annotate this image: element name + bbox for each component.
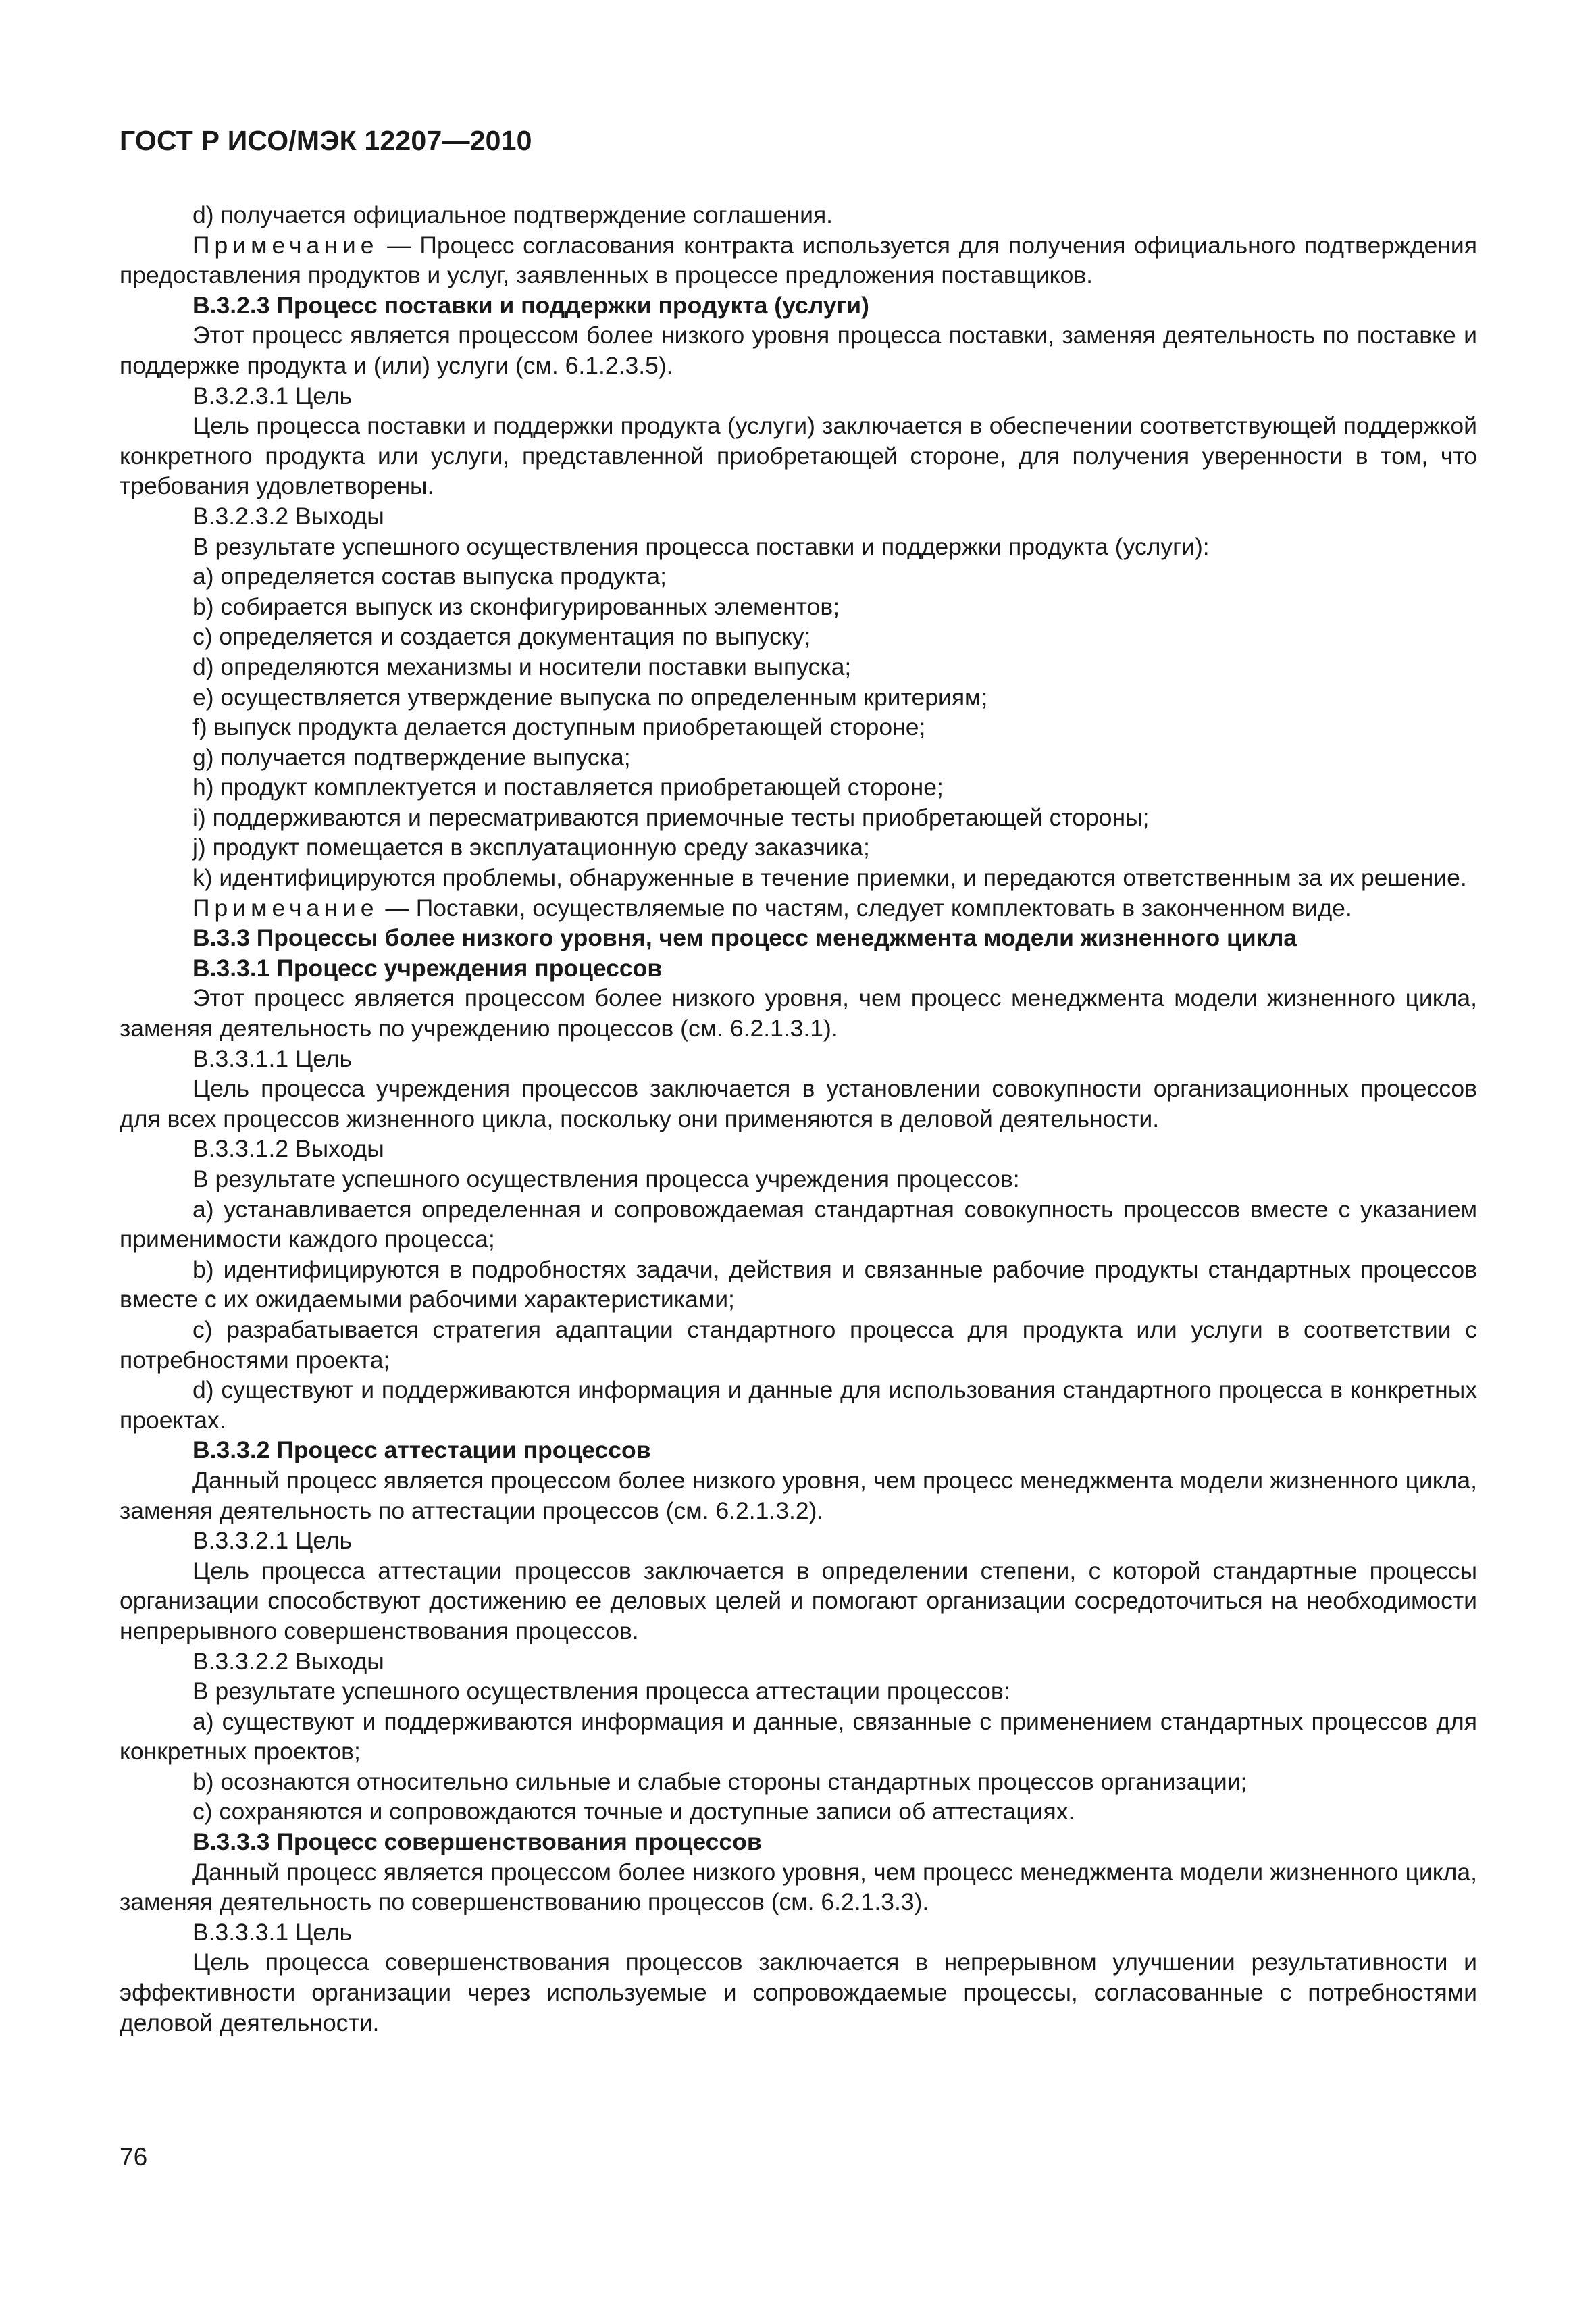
body-paragraph: g) получается подтверждение выпуска;	[192, 743, 631, 771]
note-paragraph	[120, 893, 1477, 924]
section-heading: В.3.3.3 Процесс совершенствования процессов	[192, 1828, 762, 1856]
body-paragraph: f) выпуск продукта делается доступным приобретающей стороне;	[192, 713, 926, 741]
section-heading: В.3.3.1 Процесс учреждения процессов	[192, 954, 663, 982]
body-paragraph: В результате успешного осуществления процесса поставки и поддержки продукта (услуги):	[192, 532, 1210, 560]
body-paragraph: h) продукт комплектуется и поставляется приобретающей стороне;	[192, 774, 944, 801]
document-body	[120, 200, 1477, 2038]
body-paragraph: d) определяются механизмы и носители поставки выпуска;	[192, 653, 852, 680]
body-paragraph: В.3.3.1.1 Цель	[192, 1045, 353, 1072]
body-paragraph: Этот процесс является процессом более низкого уровня процесса поставки, заменяя деятельность по поставке и поддержке продукта и (или) услуги (см. 6.1.2.3.5).	[120, 322, 1477, 379]
body-paragraph: Этот процесс является процессом более низкого уровня, чем процесс менеджмента модели жизненного цикла, заменяя деятельность по учреждению процессов (см. 6.2.1.3.1).	[120, 984, 1477, 1042]
body-paragraph: В.3.2.3.2 Выходы	[192, 502, 384, 530]
body-paragraph: d) получается официальное подтверждение соглашения.	[192, 201, 833, 228]
body-paragraph: b) осознаются относительно сильные и слабые стороны стандартных процессов организации;	[192, 1767, 1247, 1795]
body-paragraph: c) разрабатывается стратегия адаптации стандартного процесса для продукта или услуги в соответствии с потребностями проекта;	[120, 1315, 1477, 1374]
body-paragraph: a) определяется состав выпуска продукта;	[192, 563, 667, 590]
section-heading: В.3.3.2 Процесс аттестации процессов	[192, 1436, 651, 1464]
body-paragraph: a) устанавливается определенная и сопровождаемая стандартная совокупность процессов вместе с указанием применимости каждого процесса;	[120, 1195, 1477, 1253]
body-paragraph: Цель процесса поставки и поддержки продукта (услуги) заключается в обеспечении соответствующей поддержкой конкретного продукта или услуги, представленной приобретающей стороне, для получения уверенности в том, что требования удовлетворены.	[120, 412, 1477, 500]
body-paragraph: Цель процесса учреждения процессов заключается в установлении совокупности организационных процессов для всех процессов жизненного цикла, поскольку они применяются в деловой деятельности.	[120, 1075, 1477, 1132]
body-paragraph: k) идентифицируются проблемы, обнаруженные в течение приемки, и передаются ответственным за их решение.	[192, 864, 1467, 892]
body-paragraph: Данный процесс является процессом более низкого уровня, чем процесс менеджмента модели жизненного цикла, заменяя деятельность по аттестации процессов (см. 6.2.1.3.2).	[120, 1466, 1477, 1524]
body-paragraph: В.3.3.2.1 Цель	[192, 1527, 353, 1555]
body-paragraph: a) существуют и поддерживаются информация и данные, связанные с применением стандартных процессов для конкретных проектов;	[120, 1707, 1477, 1765]
note-paragraph	[120, 230, 1477, 291]
note-text: — Процесс согласования контракта используется для получения официального подтверждения предоставления продуктов и услуг, заявленных в процессе предложения поставщиков.	[120, 231, 1477, 289]
body-paragraph: j) продукт помещается в эксплуатационную среду заказчика;	[192, 834, 870, 861]
body-paragraph: Цель процесса аттестации процессов заключается в определении степени, с которой стандартные процессы организации способствуют достижению ее деловых целей и помогают организации сосредоточиться на необходимости непрерывного совершенствования процессов.	[120, 1557, 1477, 1644]
body-paragraph: В результате успешного осуществления процесса аттестации процессов:	[192, 1678, 1010, 1705]
body-paragraph: В.3.2.3.1 Цель	[192, 382, 353, 409]
note-label: Примечание	[192, 894, 379, 922]
body-paragraph: b) собирается выпуск из сконфигурированных элементов;	[192, 593, 840, 620]
body-paragraph: c) определяется и создается документация по выпуску;	[192, 623, 811, 651]
body-paragraph: e) осуществляется утверждение выпуска по определенным критериям;	[192, 683, 988, 711]
page-number: 76	[120, 2143, 148, 2171]
section-heading: В.3.3 Процессы более низкого уровня, чем процесс менеджмента модели жизненного цикла	[192, 924, 1297, 952]
body-paragraph: В.3.3.2.2 Выходы	[192, 1647, 384, 1675]
body-paragraph: В результате успешного осуществления процесса учреждения процессов:	[192, 1165, 1020, 1192]
section-heading: В.3.2.3 Процесс поставки и поддержки продукта (услуги)	[192, 291, 869, 319]
note-text: — Поставки, осуществляемые по частям, следует комплектовать в законченном виде.	[378, 894, 1352, 922]
note-label: Примечание	[192, 231, 379, 259]
body-paragraph: Данный процесс является процессом более низкого уровня, чем процесс менеджмента модели жизненного цикла, заменяя деятельность по совершенствованию процессов (см. 6.2.1.3.3).	[120, 1858, 1477, 1916]
body-paragraph: В.3.3.3.1 Цель	[192, 1918, 353, 1946]
body-paragraph: b) идентифицируются в подробностях задачи, действия и связанные рабочие продукты стандартных процессов вместе с их ожидаемыми рабочими характеристиками;	[120, 1255, 1477, 1313]
body-paragraph: В.3.3.1.2 Выходы	[192, 1135, 384, 1163]
page-header-title: ГОСТ Р ИСО/МЭК 12207—2010	[120, 125, 532, 156]
body-paragraph: d) существуют и поддерживаются информация и данные для использования стандартного процесса в конкретных проектах.	[120, 1376, 1477, 1434]
body-paragraph: i) поддерживаются и пересматриваются приемочные тесты приобретающей стороны;	[192, 803, 1150, 831]
body-paragraph: c) сохраняются и сопровождаются точные и доступные записи об аттестациях.	[192, 1798, 1075, 1826]
body-paragraph: Цель процесса совершенствования процессов заключается в непрерывном улучшении результативности и эффективности организации через используемые и сопровождаемые процессы, согласованные с потребностями деловой деятельности.	[120, 1948, 1477, 2036]
